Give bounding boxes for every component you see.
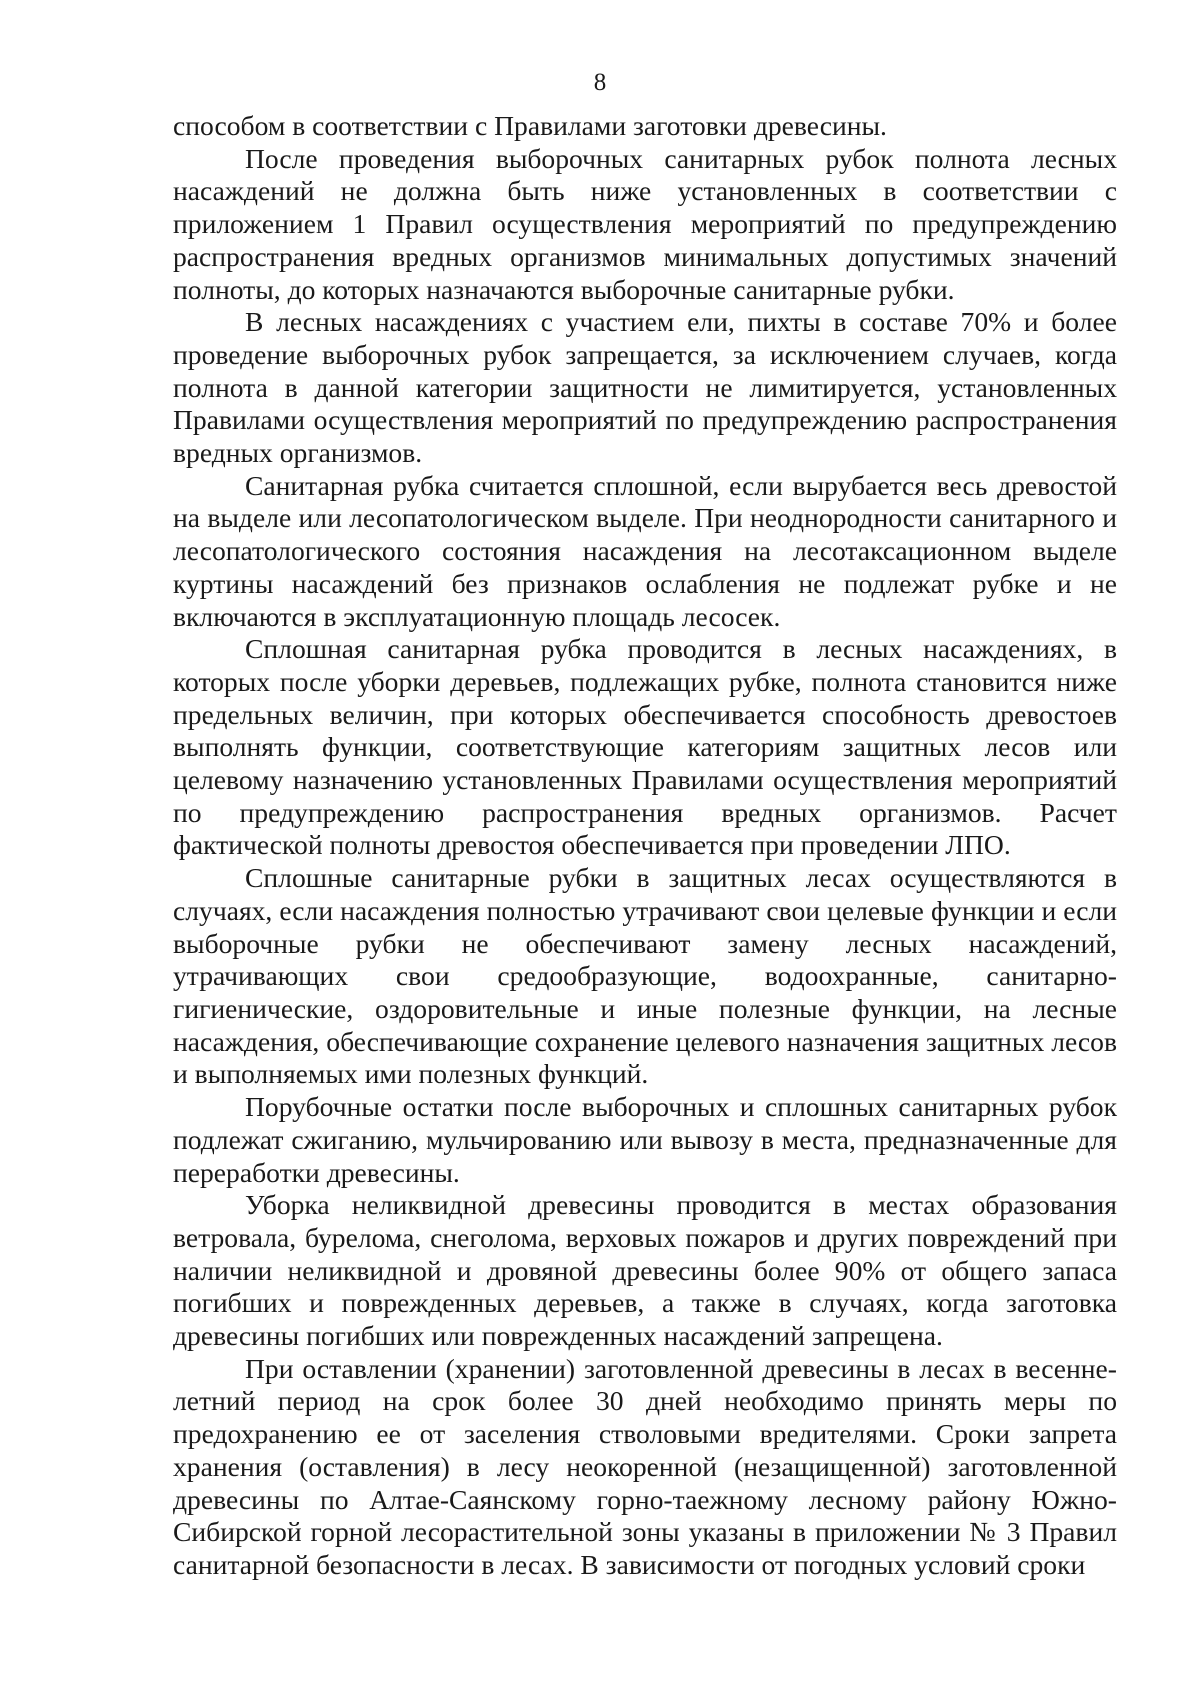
paragraph-continuation: способом в соответствии с Правилами заготовки древесины. (173, 110, 887, 141)
page-number: 8 (593, 69, 607, 96)
paragraph-clear-cutting-conditions: Сплошная санитарная рубка проводится в лесных насаждениях, в которых после уборки деревьев, подлежащих рубке, полнота становится ниже предельных величин, при которых обеспечивается способность древостоев выполнять функции, соответствующие категориям защитных лесов или целевому назначению установленных Правилами осуществления мероприятий по предупреждению распространения вредных организмов. Расчет фактической полноты древостоя обеспечивается при проведении ЛПО. (173, 633, 1117, 861)
paragraph-clear-cutting-definition: Санитарная рубка считается сплошной, если вырубается весь древостой на выделе или лесопатологическом выделе. При неоднородности санитарного и лесопатологического состояния насаждения на лесотаксационном выделе куртины насаждений без признаков ослабления не подлежат рубке и не включаются в эксплуатационную площадь лесосек. (173, 469, 1117, 632)
paragraph-illiquid-wood-removal: Уборка неликвидной древесины проводится в местах образования ветровала, бурелома, снеголома, верховых пожаров и других повреждений при наличии неликвидной и дровяной древесины более 90% от общего запаса погибших и поврежденных деревьев, а также в случаях, когда заготовка древесины погибших или поврежденных насаждений запрещена. (173, 1189, 1117, 1352)
paragraph-protective-forests: Сплошные санитарные рубки в защитных лесах осуществляются в случаях, если насаждения полностью утрачивают свои целевые функции и если выборочные рубки не обеспечивают замену лесных насаждений, утрачивающих свои средообразующие, водоохранные, санитарно-гигиенические, оздоровительные и иные полезные функции, на лесные насаждения, обеспечивающие сохранение целевого назначения защитных лесов и выполняемых ими полезных функций. (173, 862, 1117, 1090)
paragraph-wood-storage: При оставлении (хранении) заготовленной древесины в лесах в весенне-летний период на срок более 30 дней необходимо принять меры по предохранению ее от заселения стволовыми вредителями. Сроки запрета хранения (оставления) в лесу неокоренной (незащищенной) заготовленной древесины по Алтае-Саянскому горно-таежному лесному району Южно-Сибирской горной лесорастительной зоны указаны в приложении № 3 Правил санитарной безопасности в лесах. В зависимости от погодных условий сроки (173, 1352, 1117, 1580)
document-body (173, 110, 1117, 1582)
paragraph-logging-residues: Порубочные остатки после выборочных и сплошных санитарных рубок подлежат сжиганию, мульчированию или вывозу в места, предназначенные для переработки древесины. (173, 1091, 1117, 1188)
paragraph-spruce-fir-restriction: В лесных насаждениях с участием ели, пихты в составе 70% и более проведение выборочных рубок запрещается, за исключением случаев, когда полнота в данной категории защитности не лимитируется, установленных Правилами осуществления мероприятий по предупреждению распространения вредных организмов. (173, 306, 1117, 469)
paragraph-selective-cutting-density: После проведения выборочных санитарных рубок полнота лесных насаждений не должна быть ниже установленных в соответствии с приложением 1 Правил осуществления мероприятий по предупреждению распространения вредных организмов минимальных допустимых значений полноты, до которых назначаются выборочные санитарные рубки. (173, 142, 1117, 305)
